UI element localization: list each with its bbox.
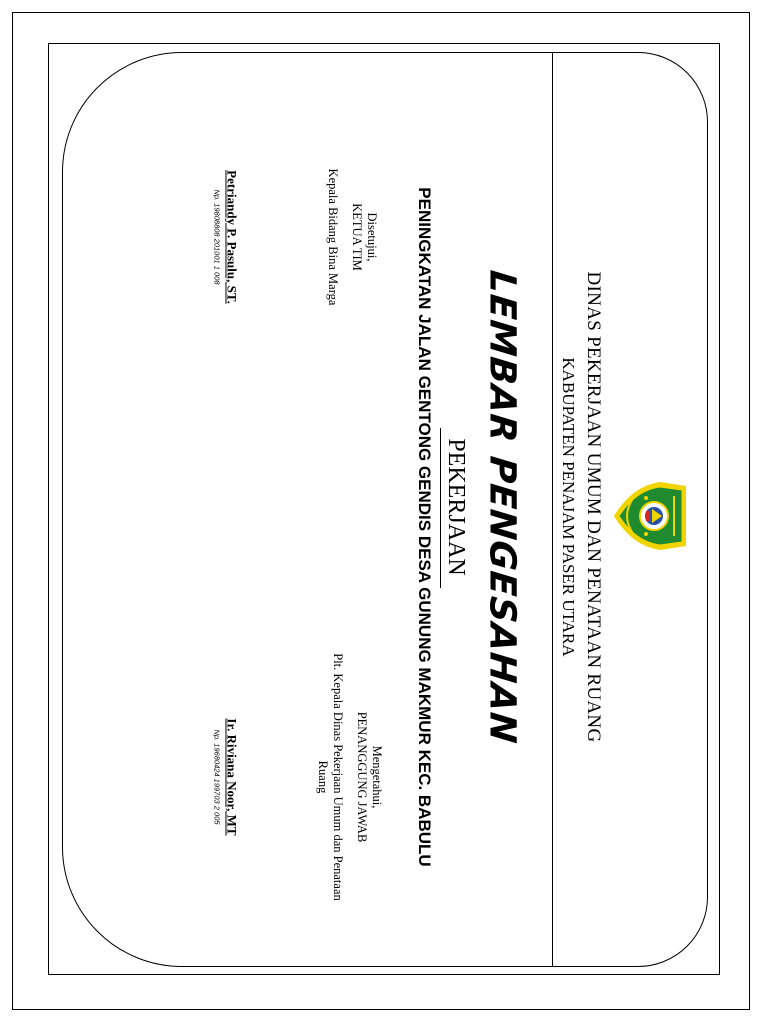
agency-name: DINAS PEKERJAAN UMUM DAN PENATAAN RUANG <box>582 271 604 743</box>
acknowledged-role: PENANGGUNG JAWAB <box>355 711 370 843</box>
project-name: PENINGKATAN JALAN GENTONG GENDIS DESA GUNUNG MAKMUR KEC. BABULU <box>414 187 434 867</box>
approved-role: KETUA TIM <box>350 203 365 271</box>
document-subtitle: PEKERJAAN <box>442 438 469 576</box>
acknowledged-position-cont: Ruang <box>316 760 331 794</box>
acknowledged-nip: Np. 19680424 199703 2 005 <box>212 729 222 825</box>
subtitle-underline <box>440 428 441 588</box>
header-divider <box>552 52 553 967</box>
approved-name: Petriandy P. Pasulu, ST. <box>224 170 240 304</box>
acknowledged-label: Mengetahui, <box>370 745 385 809</box>
acknowledged-name: Ir. Riviana Noor, MT <box>224 718 240 836</box>
approved-nip: Np. 19808808 201001 1 008 <box>212 189 222 285</box>
document-title: LEMBAR PENGESAHAN <box>481 268 523 746</box>
regency-emblem-icon <box>608 478 692 554</box>
acknowledged-position: Plt. Kepala Dinas Pekerjaan Umum dan Penataan <box>331 653 346 901</box>
approved-label: Disetujui, <box>365 212 380 262</box>
approved-position: Kepala Bidang Bina Marga <box>326 168 341 306</box>
region-name: KABUPATEN PENAJAM PASER UTARA <box>558 357 578 657</box>
